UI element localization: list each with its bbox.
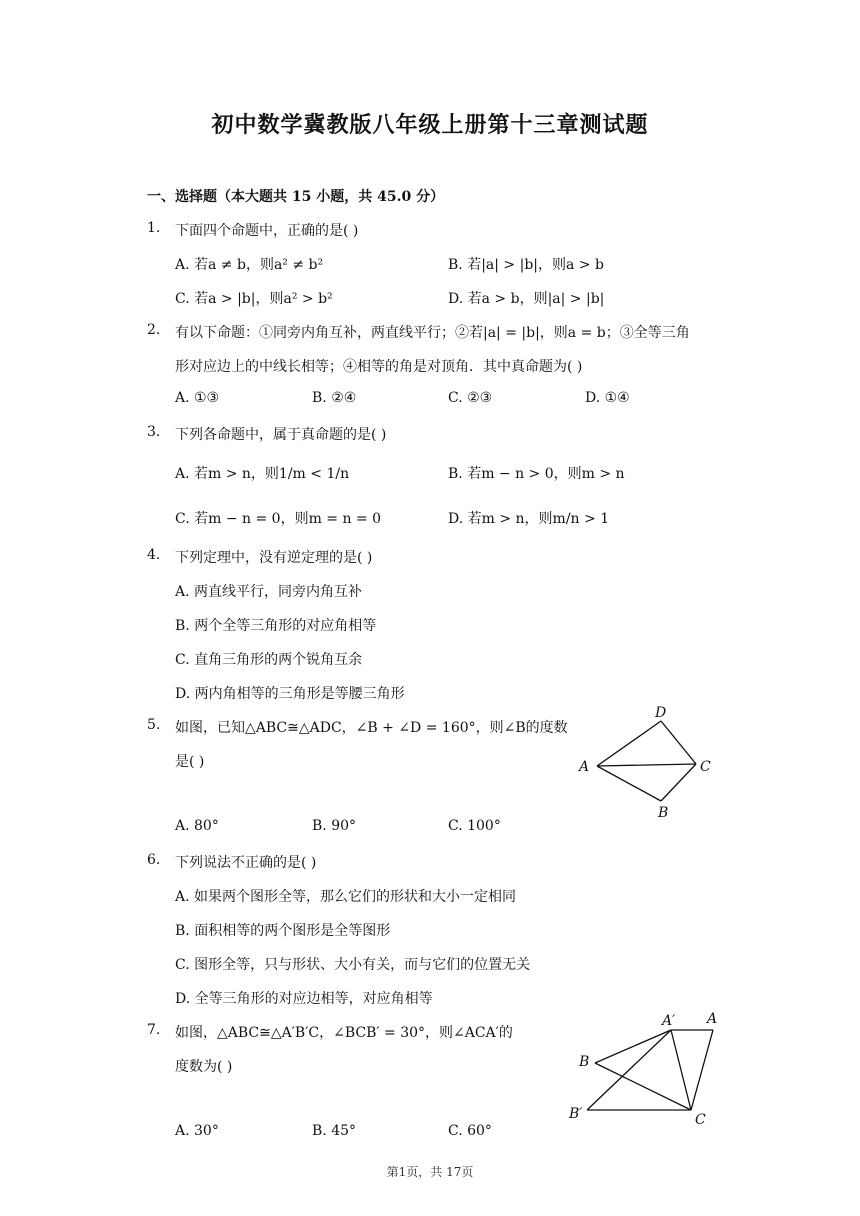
figure-label-a: A bbox=[707, 1011, 718, 1027]
option-c: C. 若m − n = 0，则m = n = 0 bbox=[175, 511, 382, 527]
figure-label-c: C bbox=[695, 1112, 706, 1128]
question-text: 如图，已知△ABC≅△ADC，∠B + ∠D = 160°，则∠B的度数 bbox=[175, 720, 568, 736]
question-number: 7. bbox=[147, 1022, 161, 1038]
question-number: 1. bbox=[147, 220, 161, 236]
question-text: 下列各命题中，属于真命题的是( ) bbox=[175, 427, 387, 443]
question-text: 度数为( ) bbox=[175, 1059, 233, 1075]
question-text: 下列说法不正确的是( ) bbox=[175, 855, 317, 871]
option-a: A. 如果两个图形全等，那么它们的形状和大小一定相同 bbox=[175, 889, 517, 905]
option-a: A. ①③ bbox=[175, 390, 220, 406]
figure-label-b-prime: B′ bbox=[569, 1106, 583, 1122]
option-d: D. 全等三角形的对应边相等，对应角相等 bbox=[175, 991, 433, 1007]
option-c: C. 直角三角形的两个锐角互余 bbox=[175, 652, 363, 668]
question-number: 6. bbox=[147, 852, 161, 868]
figure-q7 bbox=[565, 1005, 735, 1135]
option-a: A. 若a ≠ b，则a² ≠ b² bbox=[175, 257, 324, 273]
figure-label-b: B bbox=[579, 1054, 590, 1070]
question-text: 形对应边上的中线长相等；④相等的角是对顶角．其中真命题为( ) bbox=[175, 359, 583, 375]
option-c: C. 100° bbox=[448, 818, 501, 834]
page-footer: 第1页，共 17页 bbox=[386, 1165, 474, 1179]
figure-q5 bbox=[570, 700, 730, 825]
option-c: C. 若a > |b|，则a² > b² bbox=[175, 291, 333, 307]
option-d: D. 两内角相等的三角形是等腰三角形 bbox=[175, 686, 405, 702]
option-b: B. 两个全等三角形的对应角相等 bbox=[175, 618, 377, 634]
option-b: B. 若m − n > 0，则m > n bbox=[448, 466, 625, 482]
option-c: C. ②③ bbox=[448, 390, 493, 406]
option-b: B. ②④ bbox=[312, 390, 357, 406]
question-text: 如图，△ABC≅△A′B′C，∠BCB′ = 30°，则∠ACA′的 bbox=[175, 1025, 513, 1041]
option-b: B. 若|a| > |b|，则a > b bbox=[448, 257, 604, 273]
question-text: 下列定理中，没有逆定理的是( ) bbox=[175, 550, 373, 566]
option-a: A. 30° bbox=[175, 1123, 219, 1139]
option-a: A. 若m > n，则1/m < 1/n bbox=[175, 466, 350, 482]
option-c: C. 60° bbox=[448, 1123, 492, 1139]
option-b: B. 45° bbox=[312, 1123, 357, 1139]
option-a: A. 80° bbox=[175, 818, 219, 834]
option-d: D. 若a > b，则|a| > |b| bbox=[448, 291, 605, 307]
figure-label-a: A bbox=[579, 759, 590, 775]
section-heading: 一、选择题（本大题共 15 小题，共 45.0 分） bbox=[147, 189, 445, 205]
option-d: D. ①④ bbox=[585, 390, 630, 406]
figure-label-b: B bbox=[658, 805, 669, 821]
question-number: 4. bbox=[147, 547, 161, 563]
option-d: D. 若m > n，则m/n > 1 bbox=[448, 511, 610, 527]
question-number: 5. bbox=[147, 717, 161, 733]
question-text: 有以下命题：①同旁内角互补，两直线平行；②若|a| = |b|，则a = b；③全等三角 bbox=[175, 325, 690, 341]
question-text: 是( ) bbox=[175, 754, 205, 770]
option-a: A. 两直线平行，同旁内角互补 bbox=[175, 584, 363, 600]
figure-label-d: D bbox=[655, 705, 667, 721]
page-title: 初中数学冀教版八年级上册第十三章测试题 bbox=[211, 112, 649, 138]
question-number: 2. bbox=[147, 322, 161, 338]
option-c: C. 图形全等，只与形状、大小有关，而与它们的位置无关 bbox=[175, 957, 531, 973]
question-number: 3. bbox=[147, 424, 161, 440]
figure-label-c: C bbox=[700, 759, 711, 775]
option-b: B. 面积相等的两个图形是全等图形 bbox=[175, 923, 391, 939]
option-b: B. 90° bbox=[312, 818, 357, 834]
figure-label-a-prime: A′ bbox=[662, 1013, 676, 1029]
question-text: 下面四个命题中，正确的是( ) bbox=[175, 223, 359, 239]
